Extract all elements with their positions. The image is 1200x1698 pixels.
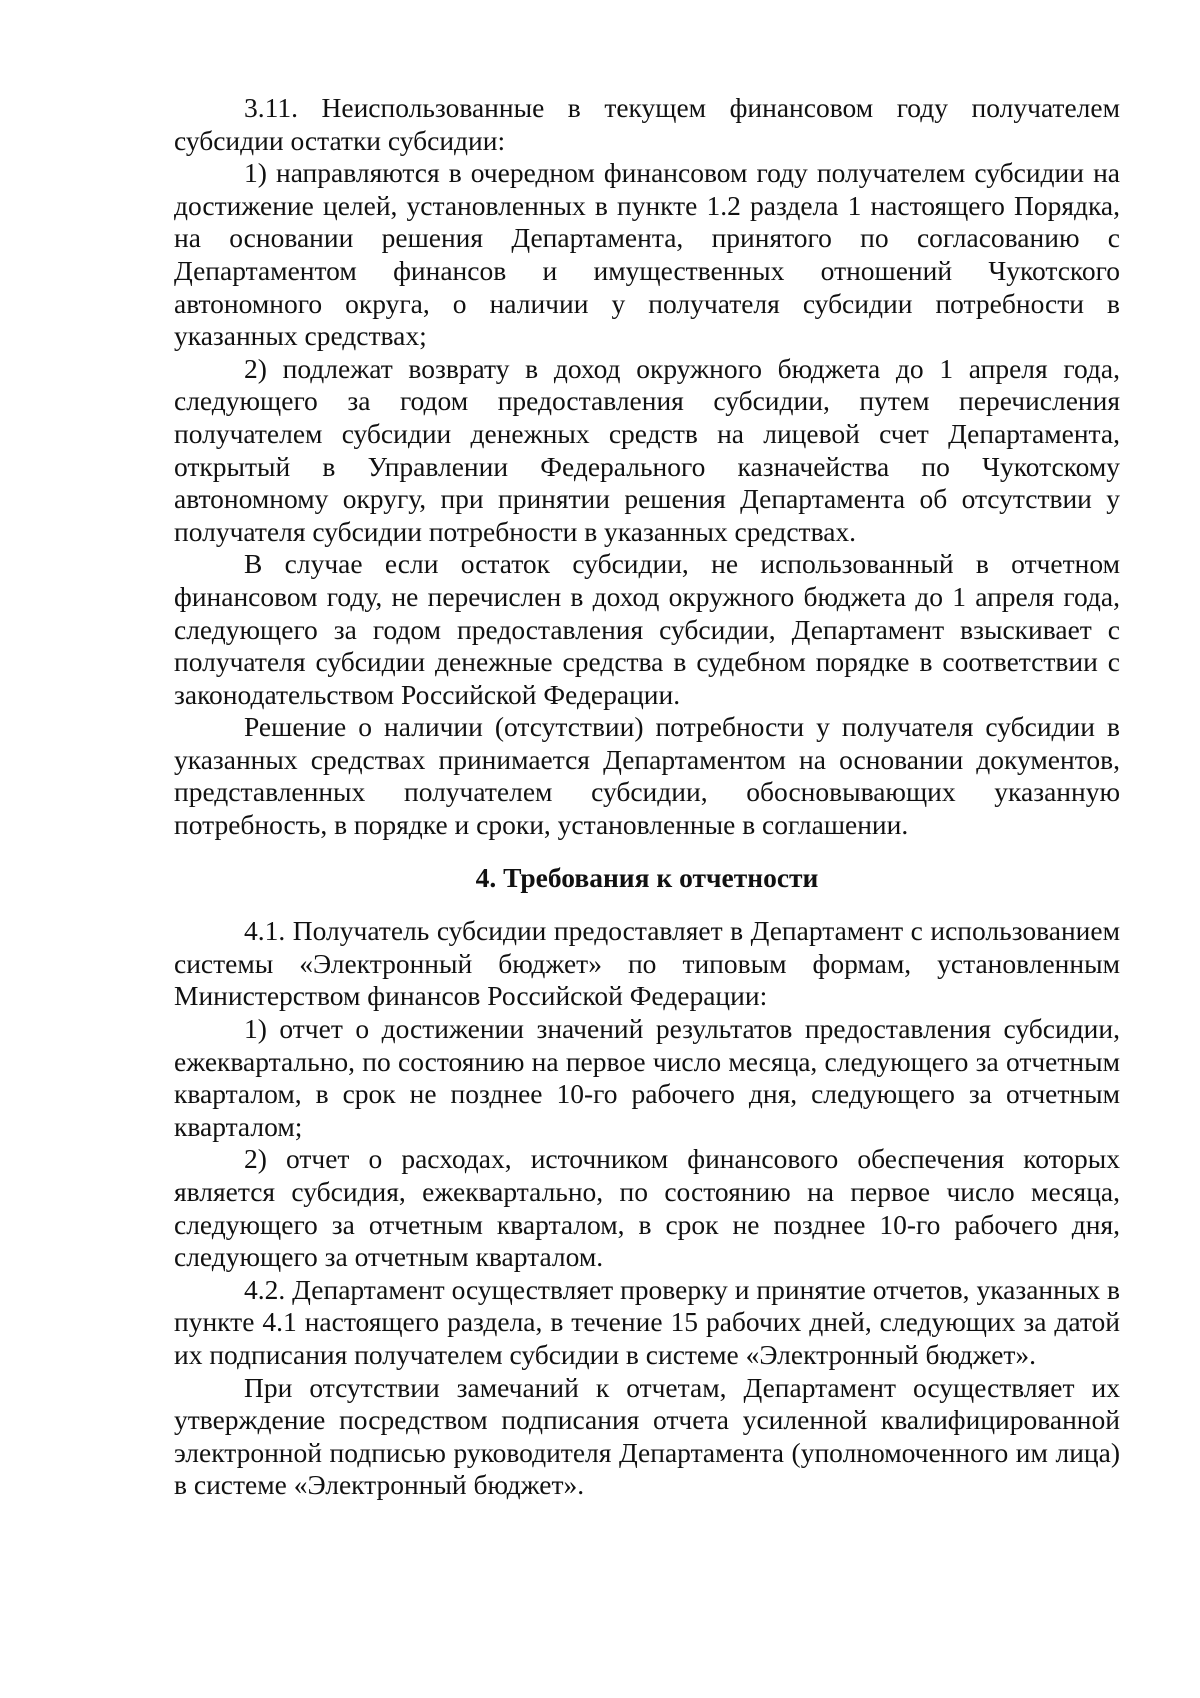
paragraph-3-11-item-2: 2) подлежат возврату в доход окружного бюджета до 1 апреля года, следующего за годом предоставления субсидии, путем перечисления получателем субсидии денежных средств на лицевой счет Департамента, открытый в Управлении Федерального казначейства по Чукотскому автономному округу, при принятии решения Департамента об отсутствии у получателя субсидии потребности в указанных средствах.	[174, 352, 1120, 547]
paragraph-3-11: 3.11. Неиспользованные в текущем финансовом году получателем субсидии остатки субсидии:	[174, 92, 1120, 156]
document-page	[174, 92, 1120, 1502]
paragraph-4-1: 4.1. Получатель субсидии предоставляет в Департамент с использованием системы «Электронный бюджет» по типовым формам, установленным Министерством финансов Российской Федерации:	[174, 915, 1120, 1012]
section-heading: 4. Требования к отчетности	[475, 861, 819, 893]
paragraph-4-1-item-1: 1) отчет о достижении значений результатов предоставления субсидии, ежеквартально, по состоянию на первое число месяца, следующего за отчетным кварталом, в срок не позднее 10-го рабочего дня, следующего за отчетным кварталом;	[174, 1013, 1120, 1142]
paragraph-4-2: 4.2. Департамент осуществляет проверку и принятие отчетов, указанных в пункте 4.1 настоящего раздела, в течение 15 рабочих дней, следующих за датой их подписания получателем субсидии в системе «Электронный бюджет».	[174, 1273, 1120, 1370]
paragraph-3-11-item-1: 1) направляются в очередном финансовом году получателем субсидии на достижение целей, установленных в пункте 1.2 раздела 1 настоящего Порядка, на основании решения Департамента, принятого по согласованию с Департаментом финансов и имущественных отношений Чукотского автономного округа, о наличии у получателя субсидии потребности в указанных средствах;	[174, 157, 1120, 352]
paragraph-decision: Решение о наличии (отсутствии) потребности у получателя субсидии в указанных средствах принимается Департаментом на основании документов, представленных получателем субсидии, обосновывающих указанную потребность, в порядке и сроки, установленные в соглашении.	[174, 711, 1120, 841]
paragraph-4-1-item-2: 2) отчет о расходах, источником финансового обеспечения которых является субсидия, ежеквартально, по состоянию на первое число месяца, следующего за отчетным кварталом, в срок не позднее 10-го рабочего дня, следующего за отчетным кварталом.	[174, 1143, 1120, 1273]
section-heading-wrap	[174, 862, 1120, 895]
paragraph-approval: При отсутствии замечаний к отчетам, Департамент осуществляет их утверждение посредством подписания отчета усиленной квалифицированной электронной подписью руководителя Департамента (уполномоченного им лица) в системе «Электронный бюджет».	[174, 1371, 1120, 1501]
paragraph-recovery: В случае если остаток субсидии, не использованный в отчетном финансовом году, не перечислен в доход окружного бюджета до 1 апреля года, следующего за годом предоставления субсидии, Департамент взыскивает с получателя субсидии денежные средства в судебном порядке в соответствии с законодательством Российской Федерации.	[174, 548, 1120, 710]
